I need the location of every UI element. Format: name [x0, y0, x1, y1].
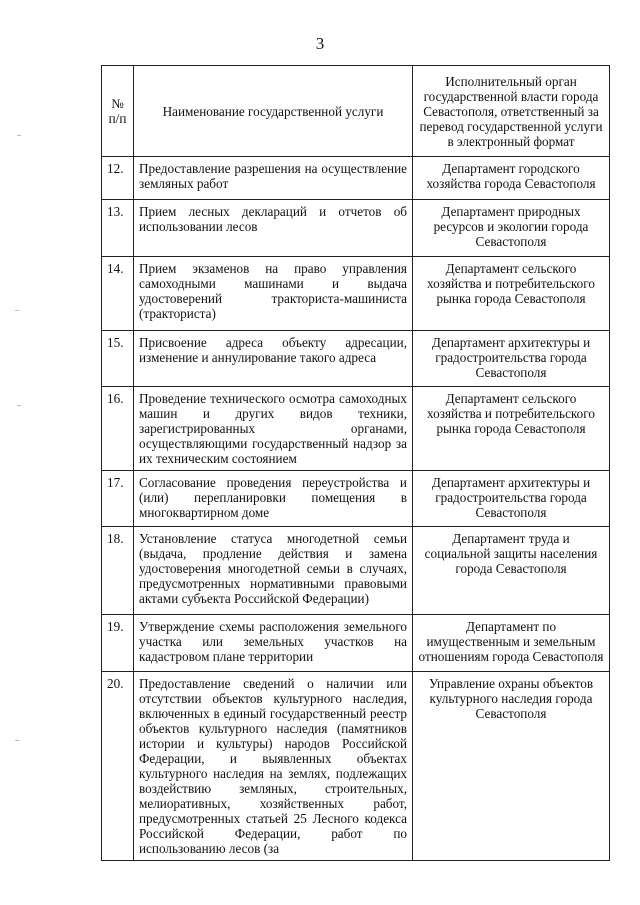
table-row [102, 200, 610, 257]
row-num: 16. [102, 387, 134, 471]
row-service: Прием лесных деклараций и отчетов об использовании лесов [134, 200, 413, 257]
row-num: 18. [102, 527, 134, 615]
row-department: Департамент архитектуры и градостроительства города Севастополя [413, 331, 610, 387]
row-service: Предоставление разрешения на осуществление земляных работ [134, 157, 413, 200]
margin-mark [15, 310, 19, 311]
header-department: Исполнительный орган государственной власти города Севастополя, ответственный за перевод государственной услуги в электронный формат [413, 66, 610, 157]
table-row [102, 672, 610, 861]
row-service: Проведение технического осмотра самоходных машин и других видов техники, зарегистрированных органами, осуществляющими государственный надзор за их техническим состоянием [134, 387, 413, 471]
row-department: Департамент архитектуры и градостроительства города Севастополя [413, 471, 610, 527]
margin-mark [17, 405, 21, 406]
row-num: 19. [102, 615, 134, 672]
row-department: Департамент городского хозяйства города Севастополя [413, 157, 610, 200]
row-service: Установление статуса многодетной семьи (выдача, продление действия и замена удостоверения многодетной семьи в случаях, предусмотренных нормативными правовыми актами субъекта Российской Федерации) [134, 527, 413, 615]
table-row [102, 387, 610, 471]
row-department: Департамент сельского хозяйства и потребительского рынка города Севастополя [413, 257, 610, 331]
row-department: Департамент природных ресурсов и экологии города Севастополя [413, 200, 610, 257]
table-row [102, 471, 610, 527]
table-row [102, 157, 610, 200]
header-num: № п/п [102, 66, 134, 157]
table-row [102, 257, 610, 331]
row-num: 12. [102, 157, 134, 200]
row-num: 14. [102, 257, 134, 331]
page-number: 3 [315, 34, 325, 53]
row-service: Прием экзаменов на право управления самоходными машинами и выдача удостоверений тракториста-машиниста (тракториста) [134, 257, 413, 331]
header-service: Наименование государственной услуги [134, 66, 413, 157]
row-department: Департамент по имущественным и земельным отношениям города Севастополя [413, 615, 610, 672]
row-num: 20. [102, 672, 134, 861]
table-header-row [102, 66, 610, 157]
row-department: Департамент труда и социальной защиты населения города Севастополя [413, 527, 610, 615]
row-department: Департамент сельского хозяйства и потребительского рынка города Севастополя [413, 387, 610, 471]
row-num: 13. [102, 200, 134, 257]
row-department: Управление охраны объектов культурного наследия города Севастополя [413, 672, 610, 861]
row-service: Предоставление сведений о наличии или отсутствии объектов культурного наследия, включенных в единый государственный реестр объектов культурного наследия (памятников истории и культуры) народов Российской Федерации, и выявленных объектах культурного наследия на землях, подлежащих воздействию земляных, строительных, мелиоративных, хозяйственных работ, предусмотренных статьей 25 Лесного кодекса Российской Федерации, работ по использованию лесов (за [134, 672, 413, 861]
row-service: Утверждение схемы расположения земельного участка или земельных участков на кадастровом плане территории [134, 615, 413, 672]
table-row [102, 615, 610, 672]
row-num: 17. [102, 471, 134, 527]
row-num: 15. [102, 331, 134, 387]
table-row [102, 331, 610, 387]
row-service: Согласование проведения переустройства и (или) перепланировки помещения в многоквартирном доме [134, 471, 413, 527]
table-row [102, 527, 610, 615]
margin-mark [15, 740, 19, 741]
services-table [101, 65, 610, 861]
row-service: Присвоение адреса объекту адресации, изменение и аннулирование такого адреса [134, 331, 413, 387]
margin-mark [17, 135, 21, 136]
